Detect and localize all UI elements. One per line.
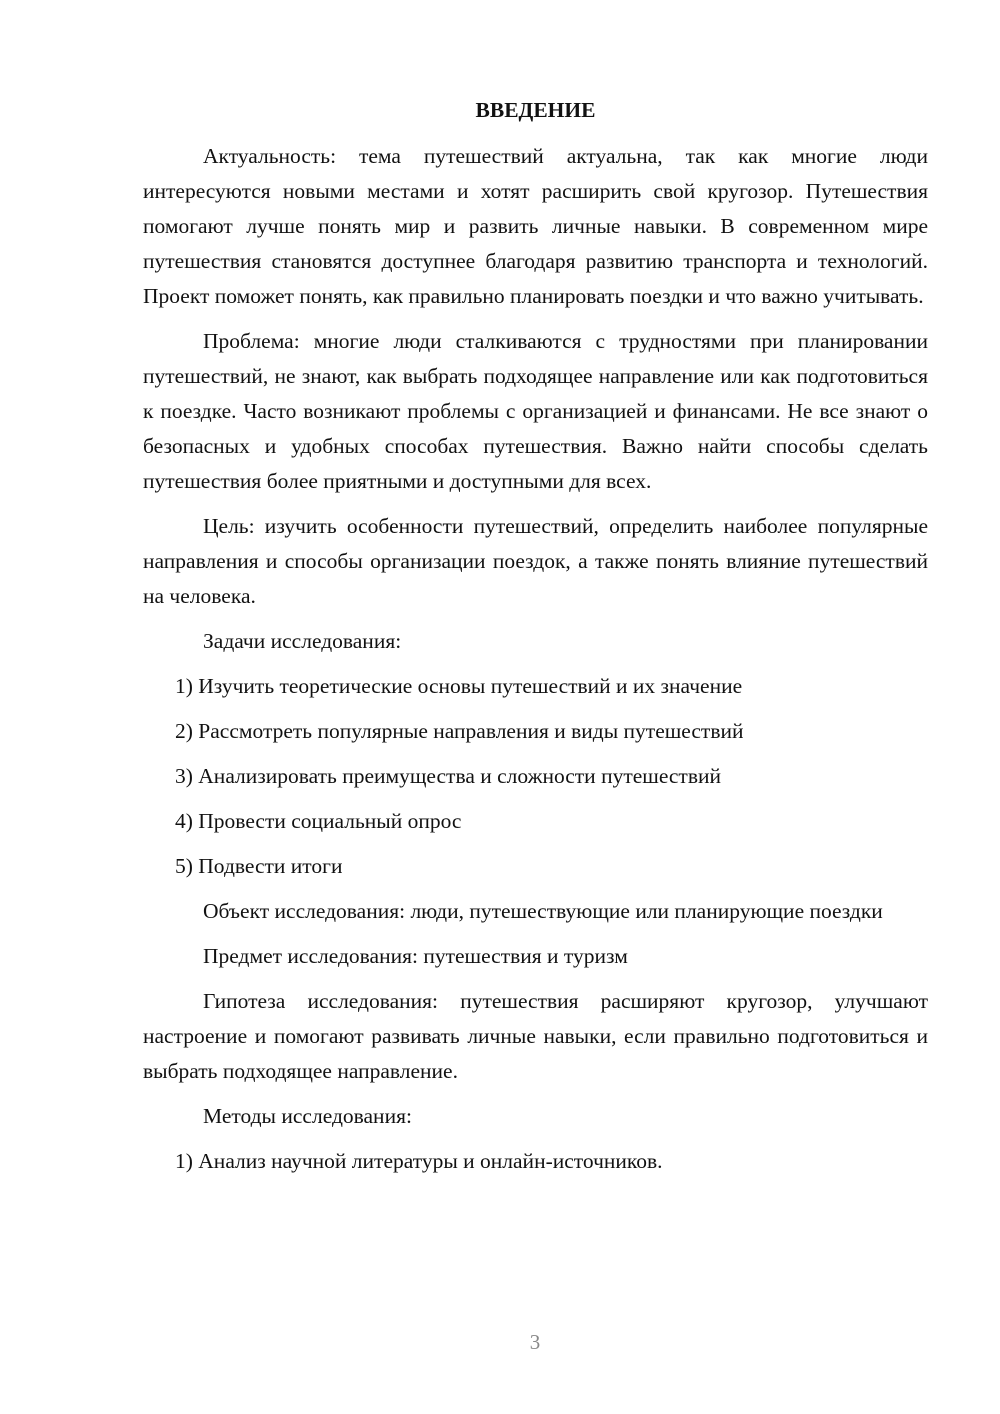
methods-list bbox=[143, 1144, 928, 1179]
object-paragraph: Объект исследования: люди, путешествующие или планирующие поездки bbox=[203, 899, 883, 923]
methods-label: Методы исследования: bbox=[203, 1104, 412, 1128]
list-item: 3) Анализировать преимущества и сложности путешествий bbox=[175, 764, 721, 788]
tasks-list bbox=[143, 669, 928, 884]
list-item: 4) Провести социальный опрос bbox=[175, 809, 462, 833]
page-title: ВВЕДЕНИЕ bbox=[475, 98, 596, 122]
problem-paragraph: Проблема: многие люди сталкиваются с трудностями при планировании путешествий, не знают, как выбрать подходящее направление или как подготовиться к поездке. Часто возникают проблемы с организацией и финансами. Не все знают о безопасных и удобных способах путешествия. Важно найти способы сделать путешествия более приятными и доступными для всех. bbox=[143, 329, 928, 493]
list-item: 1) Изучить теоретические основы путешествий и их значение bbox=[175, 674, 743, 698]
page-number: 3 bbox=[529, 1330, 541, 1354]
tasks-label: Задачи исследования: bbox=[203, 629, 402, 653]
subject-paragraph: Предмет исследования: путешествия и туризм bbox=[203, 944, 628, 968]
document-page bbox=[143, 95, 928, 1189]
goal-paragraph: Цель: изучить особенности путешествий, определить наиболее популярные направления и способы организации поездок, а также понять влияние путешествий на человека. bbox=[143, 514, 928, 608]
list-item: 5) Подвести итоги bbox=[175, 854, 343, 878]
hypothesis-paragraph: Гипотеза исследования: путешествия расширяют кругозор, улучшают настроение и помогают развивать личные навыки, если правильно подготовиться и выбрать подходящее направление. bbox=[143, 989, 928, 1083]
list-item: 1) Анализ научной литературы и онлайн-источников. bbox=[175, 1149, 663, 1173]
relevance-paragraph: Актуальность: тема путешествий актуальна, так как многие люди интересуются новыми местами и хотят расширить свой кругозор. Путешествия помогают лучше понять мир и развить личные навыки. В современном мире путешествия становятся доступнее благодаря развитию транспорта и технологий. Проект поможет понять, как правильно планировать поездки и что важно учитывать. bbox=[143, 144, 928, 308]
list-item: 2) Рассмотреть популярные направления и виды путешествий bbox=[175, 719, 744, 743]
